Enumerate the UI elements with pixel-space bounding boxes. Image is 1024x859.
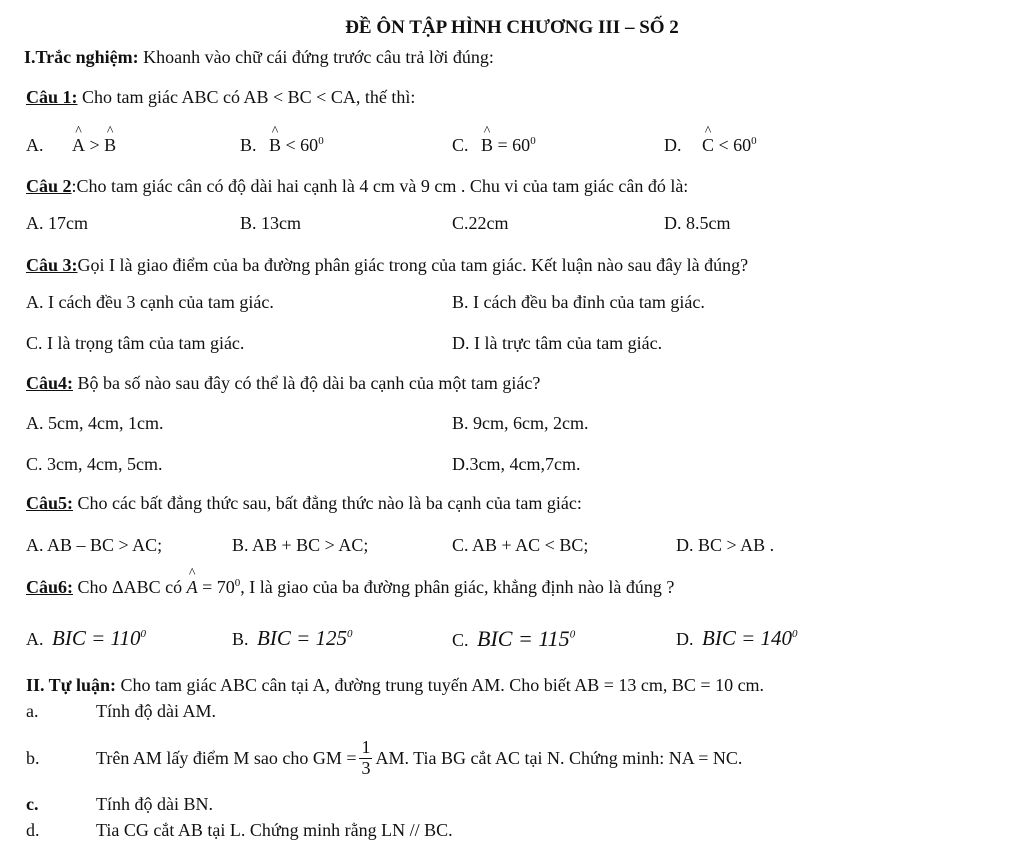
q6-option-a — [26, 628, 146, 649]
item-c-text: Tính độ dài BN. — [96, 794, 213, 814]
q6-text-a: Cho ΔABC có — [73, 577, 187, 597]
angle-bic: BIC — [257, 626, 291, 650]
part2-label: II. Tự luận: — [26, 675, 117, 695]
q2-option-c: C.22cm — [452, 213, 509, 233]
q5-label: Câu5: — [26, 493, 74, 513]
op: < 60 — [281, 135, 319, 155]
item-b — [26, 733, 743, 783]
q1-option-c — [452, 136, 536, 154]
q3-option-b: B. I cách đều ba đỉnh của tam giác. — [452, 292, 705, 312]
angle-bic: BIC — [52, 626, 86, 650]
q3-option-a: A. I cách đều 3 cạnh của tam giác. — [26, 292, 274, 312]
op: = 60 — [493, 135, 531, 155]
q1-label: Câu 1: — [26, 87, 78, 107]
angle-a: ^ A — [72, 136, 85, 154]
q6-text-c: , I là giao của ba đường phân giác, khẳng định nào là đúng ? — [240, 577, 675, 597]
q4-option-b: B. 9cm, 6cm, 2cm. — [452, 413, 589, 433]
item-d — [26, 820, 453, 840]
op: < 60 — [714, 135, 752, 155]
item-b-text-b: AM. Tia BG cắt AC tại N. Chứng minh: NA = NC. — [375, 748, 743, 768]
degree: 0 — [751, 135, 757, 147]
angle-c: ^ C — [702, 136, 714, 154]
angle-bic: BIC — [702, 626, 736, 650]
value: = 140 — [735, 626, 792, 650]
item-d-text: Tia CG cắt AB tại L. Chứng minh rằng LN // BC. — [96, 820, 453, 840]
q6-option-c-letter: C. — [452, 630, 469, 650]
q5-option-a: A. AB – BC > AC; — [26, 535, 163, 555]
q5-option-c: C. AB + AC < BC; — [452, 535, 589, 555]
q3-text: Gọi I là giao điểm của ba đường phân giác trong của tam giác. Kết luận nào sau đây là đúng? — [77, 255, 749, 275]
degree: 0 — [234, 577, 241, 589]
q1-option-d-letter: D. — [664, 135, 682, 155]
q6-option-d-expr — [702, 626, 798, 650]
item-b-text-a: Trên AM lấy điểm M sao cho GM = — [96, 748, 357, 768]
angle-b: ^ B — [104, 136, 116, 154]
q3-option-d: D. I là trực tâm của tam giác. — [452, 333, 663, 353]
q6-option-d — [676, 628, 798, 649]
value: = 115 — [512, 626, 570, 651]
part1-heading — [24, 48, 494, 66]
q3-option-c: C. I là trọng tâm của tam giác. — [26, 333, 245, 353]
value: = 125 — [290, 626, 348, 650]
fraction-numerator: 1 — [361, 736, 371, 757]
q1-text: Cho tam giác ABC có AB < BC < CA, thế thì: — [82, 87, 416, 107]
page-title: ĐỀ ÔN TẬP HÌNH CHƯƠNG III – SỐ 2 — [345, 17, 679, 38]
q4-option-a: A. 5cm, 4cm, 1cm. — [26, 413, 164, 433]
item-b-letter: b. — [26, 748, 40, 768]
q6-option-a-expr — [52, 626, 146, 650]
item-a — [26, 701, 216, 721]
q1-option-a-expr — [72, 135, 116, 155]
q1-option-a-letter: A. — [26, 135, 44, 155]
item-a-text: Tính độ dài AM. — [96, 701, 216, 721]
q4-stem — [26, 374, 540, 392]
q5-option-d: D. BC > AB . — [676, 535, 775, 555]
item-c — [26, 794, 213, 814]
q6-option-c-expr — [477, 626, 575, 651]
q2-option-d: D. 8.5cm — [664, 213, 731, 233]
degree: 0 — [140, 628, 146, 640]
degree: 0 — [530, 135, 536, 147]
q6-text-b: = 70 — [197, 577, 235, 597]
angle-a: ^ A — [187, 578, 198, 596]
q5-text: Cho các bất đẳng thức sau, bất đẳng thức nào là ba cạnh của tam giác: — [73, 493, 582, 513]
q5-stem — [26, 494, 582, 512]
q1-option-b-letter: B. — [240, 135, 257, 155]
value: = 110 — [85, 626, 141, 650]
item-d-letter: d. — [26, 820, 40, 840]
q5-option-b: B. AB + BC > AC; — [232, 535, 369, 555]
q4-label: Câu4: — [26, 373, 74, 393]
op: > — [85, 135, 105, 155]
q1-option-d — [664, 136, 757, 154]
q1-option-a — [26, 136, 116, 154]
part2-heading — [26, 676, 764, 694]
q6-option-a-letter: A. — [26, 629, 44, 649]
q1-option-c-letter: C. — [452, 135, 469, 155]
q4-option-c: C. 3cm, 4cm, 5cm. — [26, 454, 163, 474]
q3-label: Câu 3: — [26, 255, 78, 275]
degree: 0 — [318, 135, 324, 147]
fraction-denominator: 3 — [361, 757, 371, 778]
q2-label: Câu 2 — [26, 176, 72, 196]
q6-option-b-letter: B. — [232, 629, 249, 649]
item-a-letter: a. — [26, 701, 39, 721]
q2-option-a: A. 17cm — [26, 213, 88, 233]
item-c-letter: c. — [26, 794, 39, 814]
q6-stem — [26, 578, 674, 596]
q1-stem — [26, 88, 415, 106]
q6-label: Câu6: — [26, 577, 74, 597]
fraction-one-third — [359, 738, 372, 779]
q6-option-b — [232, 628, 353, 649]
degree: 0 — [347, 628, 353, 640]
q2-stem — [26, 177, 688, 195]
degree: 0 — [569, 628, 576, 641]
part2-text: Cho tam giác ABC cân tại A, đường trung tuyến AM. Cho biết AB = 13 cm, BC = 10 cm. — [116, 675, 765, 695]
part1-text: Khoanh vào chữ cái đứng trước câu trả lời đúng: — [143, 47, 494, 67]
q3-stem — [26, 256, 748, 274]
q1-option-b — [240, 136, 324, 154]
q6-option-c — [452, 628, 575, 650]
angle-b: ^ B — [481, 136, 493, 154]
degree: 0 — [792, 628, 798, 640]
part1-label: I.Trắc nghiệm: — [24, 47, 139, 67]
q6-option-b-expr — [257, 626, 353, 650]
q2-text: :Cho tam giác cân có độ dài hai cạnh là 4 cm và 9 cm . Chu vi của tam giác cân đó là: — [71, 176, 689, 196]
q6-option-d-letter: D. — [676, 629, 694, 649]
q4-option-d: D.3cm, 4cm,7cm. — [452, 454, 581, 474]
q4-text: Bộ ba số nào sau đây có thể là độ dài ba cạnh của một tam giác? — [73, 373, 541, 393]
q2-option-b: B. 13cm — [240, 213, 301, 233]
angle-b: ^ B — [269, 136, 281, 154]
angle-bic: BIC — [477, 626, 513, 651]
item-b-body — [96, 738, 742, 779]
